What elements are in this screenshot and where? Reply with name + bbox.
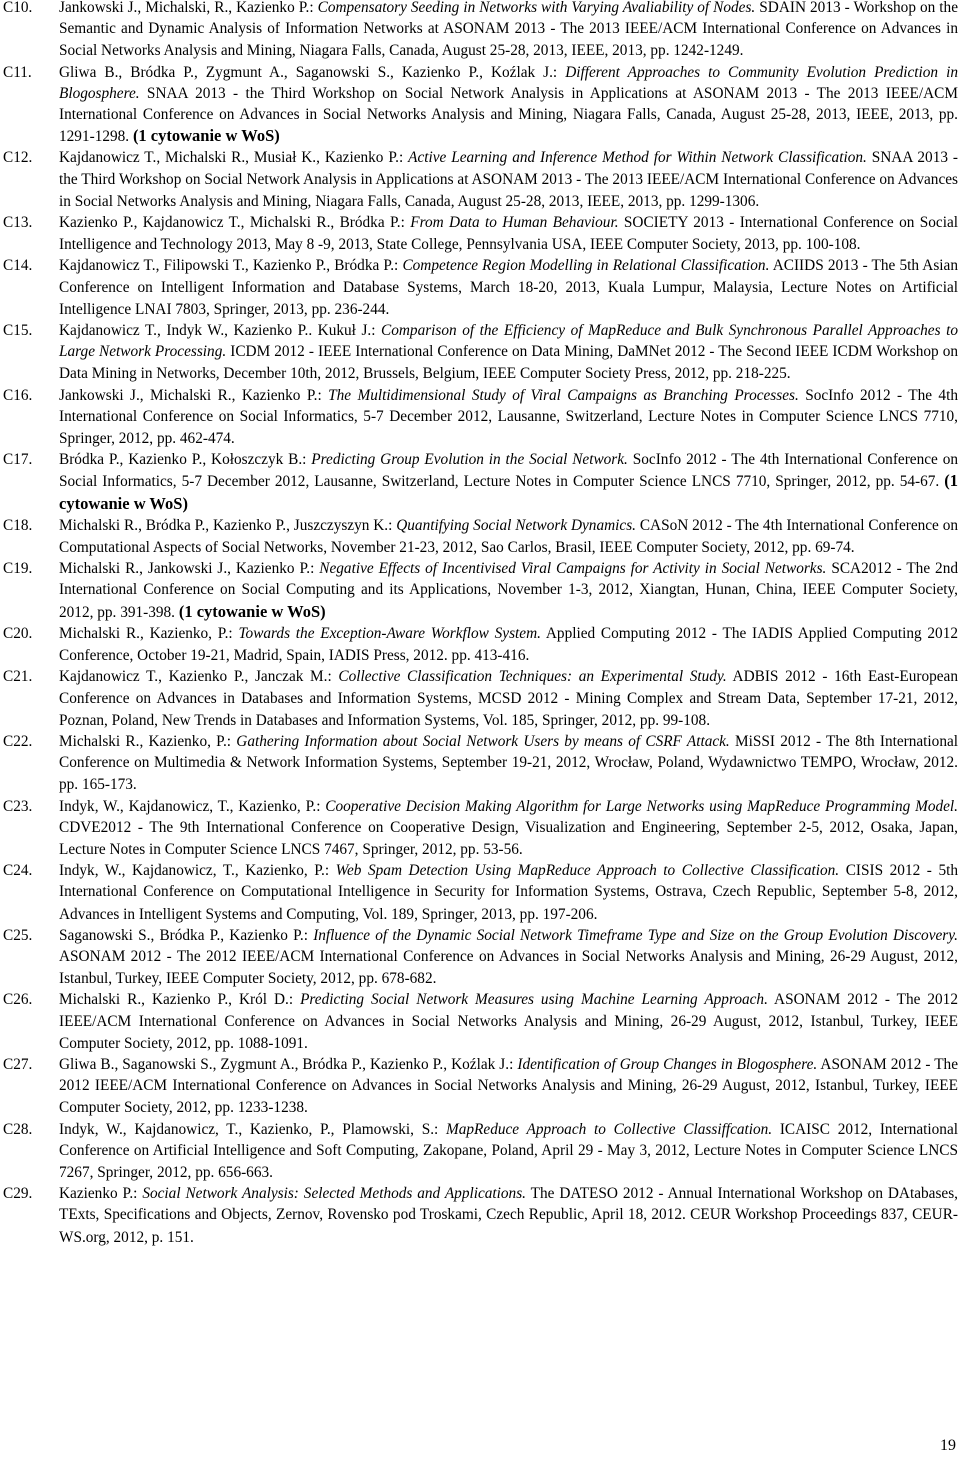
reference-title: Gathering Information about Social Network Users by means of CSRF Attack. (236, 732, 730, 750)
reference-text (59, 925, 958, 990)
reference-title: Quantifying Social Network Dynamics. (396, 516, 636, 534)
reference-authors: Indyk, W., Kajdanowicz, T., Kazienko, P.: (59, 797, 326, 815)
reference-number: C22. (3, 732, 33, 750)
reference-title: Active Learning and Inference Method for Within Network Classification. (408, 149, 867, 167)
reference-entry (3, 385, 958, 450)
reference-title: Negative Effects of Incentivised Viral Campaigns for Activity in Social Networks. (319, 560, 827, 578)
reference-number: C12. (3, 149, 33, 167)
reference-text (59, 385, 958, 450)
reference-title: Different Approaches to Community Evolution Prediction in Blogosphere. (59, 63, 958, 102)
reference-authors: Kajdanowicz T., Michalski R., Musiał K., Kazienko P.: (59, 149, 409, 167)
reference-text (59, 666, 958, 731)
reference-text (59, 449, 958, 515)
reference-number: C26. (3, 991, 33, 1009)
citation-count: (1 cytowanie w WoS) (59, 471, 958, 513)
reference-number: C18. (3, 516, 33, 534)
reference-venue: The DATESO 2012 - Annual International Workshop on DAtabases, TExts, Specifications and Objects, Zernov, Rovensko pod Troskami, Czech Republic, April 18, 2012. CEUR Workshop Proceedings 837, CEUR-WS.org, 2012, p. 151. (59, 1185, 958, 1246)
reference-number: C11. (3, 63, 32, 81)
reference-venue: MiSSI 2012 - The 8th International Conference on Multimedia & Network Information Systems, September 19-21, 2012, Wrocław, Poland, Wydawnictwo TEMPO, Wrocław, 2012. pp. 165-173. (59, 732, 959, 794)
reference-title: Influence of the Dynamic Social Network Timeframe Type and Size on the Group Evolution Discovery. (313, 926, 958, 944)
reference-text (59, 62, 958, 148)
reference-text (59, 255, 958, 320)
reference-title: Cooperative Decision Making Algorithm for Large Networks using MapReduce Programming Model. (325, 797, 958, 815)
reference-entry (3, 212, 958, 255)
reference-number: C25. (3, 926, 33, 944)
reference-authors: Gliwa B., Bródka P., Zygmunt A., Saganowski S., Kazienko P., Koźlak J.: (59, 63, 566, 81)
reference-venue: SDAIN 2013 - Workshop on the Semantic and Dynamic Analysis of Information Networks at ASONAM 2013 - The 2013 IEEE/ACM International Conference on Advances in Social Networks Analysis and Mining, Niagara Falls, Canada, August 25-28, 2013, IEEE, 2013, pp. 1242-1249. (59, 0, 958, 60)
reference-text (59, 1183, 958, 1248)
reference-number: C21. (3, 668, 33, 686)
reference-number: C24. (3, 862, 33, 880)
reference-text (59, 212, 958, 255)
reference-authors: Kajdanowicz T., Filipowski T., Kazienko P., Bródka P.: (59, 257, 403, 275)
reference-text (59, 731, 958, 796)
reference-venue: Applied Computing 2012 - The IADIS Applied Computing 2012 Conference, October 19-21, Madrid, Spain, IADIS Press, 2012. pp. 413-416. (59, 624, 959, 665)
reference-entry (3, 623, 958, 666)
reference-entry (3, 1183, 958, 1248)
reference-number: C17. (3, 451, 33, 469)
reference-authors: Gliwa B., Saganowski S., Zygmunt A., Bródka P., Kazienko P., Koźlak J.: (59, 1055, 518, 1073)
reference-venue: SNAA 2013 - the Third Workshop on Social Network Analysis in Applications at ASONAM 2013 - The 2013 IEEE/ACM International Conference on Advances in Social Networks Analysis and Mining, Niagara Falls, Canada, August 25-28, 2013, IEEE, 2013, pp. 1291-1298. (59, 84, 958, 146)
reference-authors: Michalski R., Jankowski J., Kazienko P.: (59, 560, 320, 578)
reference-number: C15. (3, 322, 33, 340)
reference-authors: Michalski R., Kazienko, P.: (59, 732, 237, 750)
reference-title: Competence Region Modelling in Relational Classification. (402, 257, 770, 275)
reference-entry (3, 1119, 958, 1184)
reference-authors: Indyk, W., Kajdanowicz, T., Kazienko, P.: (59, 862, 336, 880)
reference-venue: SocInfo 2012 - The 4th International Conference on Social Informatics, 5-7 December 2012, Lausanne, Switzerland, Lecture Notes in Computer Science LNCS 7710, Springer, 2012, pp. 462-474. (59, 386, 958, 448)
reference-entry (3, 0, 958, 62)
reference-text (59, 623, 958, 666)
reference-text (59, 558, 958, 623)
reference-venue: ASONAM 2012 - The 2012 IEEE/ACM International Conference on Advances in Social Networks Analysis and Mining, 26-29 August, 2012, Istanbul, Turkey, IEEE Computer Society, 2012, pp. 1233-1238. (59, 1055, 958, 1117)
reference-text (59, 860, 958, 925)
reference-entry (3, 558, 958, 623)
reference-entry (3, 62, 958, 148)
reference-title: Towards the Exception-Aware Workflow System. (238, 624, 541, 642)
reference-entry (3, 1054, 958, 1119)
reference-number: C19. (3, 560, 33, 578)
reference-number: C27. (3, 1055, 33, 1073)
reference-title: MapReduce Approach to Collective Classiffcation. (446, 1120, 773, 1138)
reference-venue: ASONAM 2012 - The 2012 IEEE/ACM International Conference on Advances in Social Networks Analysis and Mining, 26-29 August, 2012, Istanbul, Turkey, IEEE Computer Society, 2012, pp. 1088-1091. (59, 991, 958, 1052)
reference-authors: Bródka P., Kazienko P., Kołoszczyk B.: (59, 451, 312, 469)
reference-title: The Multidimensional Study of Viral Campaigns as Branching Processes. (328, 386, 799, 404)
reference-venue: ADBIS 2012 - 16th East-European Conference on Advances in Databases and Information Systems, MCSD 2012 - Mining Complex and Stream Data, September 17-21, 2012, Poznan, Poland, New Trends in Databases and Information Systems, Vol. 185, Springer, 2012, pp. 99-108. (59, 668, 958, 729)
reference-authors: Kazienko P., Kajdanowicz T., Michalski R., Bródka P.: (59, 214, 411, 232)
reference-entry (3, 515, 958, 558)
reference-title: Web Spam Detection Using MapReduce Approach to Collective Classification. (335, 862, 840, 880)
reference-venue: ICAISC 2012, International Conference on Artificial Intelligence and Soft Computing, Zakopane, Poland, April 29 - May 3, 2012, Lecture Notes in Computer Science LNCS 7267, Springer, 2012, pp. 656-663. (59, 1120, 958, 1181)
reference-venue: SOCIETY 2013 - International Conference on Social Intelligence and Technology 2013, May 8 -9, 2013, State College, Pennsylvania USA, IEEE Computer Society, 2013, pp. 100-108. (59, 214, 958, 254)
reference-title: Compensatory Seeding in Networks with Varying Avaliability of Nodes. (317, 0, 756, 16)
reference-title: Predicting Group Evolution in the Social Network. (311, 451, 628, 469)
reference-venue: CDVE2012 - The 9th International Conference on Cooperative Design, Visualization and Engineering, September 2-5, 2012, Osaka, Japan, Lecture Notes in Computer Science LNCS 7467, Springer, 2012, pp. 53-56. (59, 818, 958, 858)
reference-title: Identification of Group Changes in Blogosphere. (517, 1055, 818, 1073)
reference-text (59, 147, 958, 212)
reference-entry (3, 731, 958, 796)
reference-authors: Jankowski J., Michalski R., Kazienko P.: (59, 386, 329, 404)
reference-authors: Kajdanowicz T., Kazienko P., Janczak M.: (59, 668, 339, 686)
reference-entry (3, 796, 958, 861)
reference-entry (3, 925, 958, 990)
reference-number: C10. (3, 0, 33, 16)
reference-number: C20. (3, 624, 33, 642)
reference-number: C23. (3, 797, 33, 815)
reference-authors: Michalski R., Bródka P., Kazienko P., Juszczyszyn K.: (59, 516, 397, 534)
reference-text (59, 0, 958, 62)
reference-authors: Kazienko P.: (59, 1185, 143, 1203)
reference-title: From Data to Human Behaviour. (410, 214, 619, 232)
reference-venue: CASoN 2012 - The 4th International Conference on Computational Aspects of Social Networks, November 21-23, 2012, Sao Carlos, Brasil, IEEE Computer Society, 2012, pp. 69-74. (59, 516, 958, 557)
reference-venue: SocInfo 2012 - The 4th International Conference on Social Informatics, 5-7 December 2012, Lausanne, Switzerland, Lecture Notes in Computer Science LNCS 7710, Springer, 2012, pp. 54-67. (59, 451, 958, 491)
reference-venue: SCA2012 - The 2nd International Conference on Social Computing and its Applications, November 1-3, 2012, Xiangtan, Hunan, China, IEEE Computer Society, 2012, pp. 391-398. (59, 560, 958, 621)
reference-text (59, 796, 958, 861)
reference-title: Social Network Analysis: Selected Methods and Applications. (142, 1185, 526, 1203)
reference-authors: Michalski R., Kazienko P., Król D.: (59, 991, 301, 1009)
reference-entry (3, 860, 958, 925)
reference-text (59, 320, 958, 385)
reference-title: Comparison of the Efficiency of MapReduce and Bulk Synchronous Parallel Approaches to Large Network Processing. (59, 322, 958, 361)
reference-authors: Indyk, W., Kajdanowicz, T., Kazienko, P., Plamowski, S.: (59, 1120, 447, 1138)
reference-title: Predicting Social Network Measures using Machine Learning Approach. (300, 991, 768, 1009)
reference-text (59, 1054, 958, 1119)
reference-title: Collective Classification Techniques: an Experimental Study. (338, 668, 727, 686)
reference-authors: Michalski R., Kazienko, P.: (59, 624, 239, 642)
reference-list (3, 0, 958, 1248)
reference-authors: Kajdanowicz T., Indyk W., Kazienko P.. Kukuł J.: (59, 322, 382, 340)
reference-number: C29. (3, 1185, 33, 1203)
page-number: 19 (940, 1437, 956, 1454)
reference-venue: CISIS 2012 - 5th International Conference on Computational Intelligence in Security for Information Systems, Ostrava, Czech Republic, September 5-8, 2012, Advances in Intelligent Systems and Computing, Vol. 189, Springer, 2013, pp. 197-206. (59, 862, 958, 923)
reference-entry (3, 989, 958, 1054)
reference-venue: ACIIDS 2013 - The 5th Asian Conference on Intelligent Information and Database Systems, March 18-20, 2013, Kuala Lumpur, Malaysia, Lecture Notes on Artificial Intelligence LNAI 7803, Springer, 2013, pp. 236-244. (59, 257, 958, 318)
reference-entry (3, 449, 958, 515)
reference-entry (3, 255, 958, 320)
reference-venue: ICDM 2012 - IEEE International Conference on Data Mining, DaMNet 2012 - The Second IEEE ICDM Workshop on Data Mining in Networks, December 10th, 2012, Brussels, Belgium, IEEE Computer Society Press, 2012, pp. 218-225. (59, 343, 959, 383)
reference-entry (3, 147, 958, 212)
reference-entry (3, 320, 958, 385)
reference-authors: Saganowski S., Bródka P., Kazienko P.: (59, 926, 314, 944)
reference-venue: ASONAM 2012 - The 2012 IEEE/ACM International Conference on Advances in Social Networks Analysis and Mining, 26-29 August, 2012, Istanbul, Turkey, IEEE Computer Society, 2012, pp. 678-682. (59, 947, 958, 988)
reference-entry (3, 666, 958, 731)
reference-number: C28. (3, 1120, 33, 1138)
reference-authors: Jankowski J., Michalski, R., Kazienko P.: (59, 0, 318, 16)
reference-number: C13. (3, 214, 33, 232)
reference-number: C14. (3, 257, 33, 275)
reference-text (59, 515, 958, 558)
reference-venue: SNAA 2013 - the Third Workshop on Social Network Analysis in Applications at ASONAM 2013 - The 2013 IEEE/ACM International Conference on Advances in Social Networks Analysis and Mining, Niagara Falls, Canada, August 25-28, 2013, IEEE, 2013, pp. 1299-1306. (59, 149, 958, 210)
citation-count: (1 cytowanie w WoS) (178, 601, 326, 621)
citation-count: (1 cytowanie w WoS) (132, 126, 280, 146)
reference-number: C16. (3, 386, 33, 404)
reference-text (59, 1119, 958, 1184)
reference-text (59, 989, 958, 1054)
